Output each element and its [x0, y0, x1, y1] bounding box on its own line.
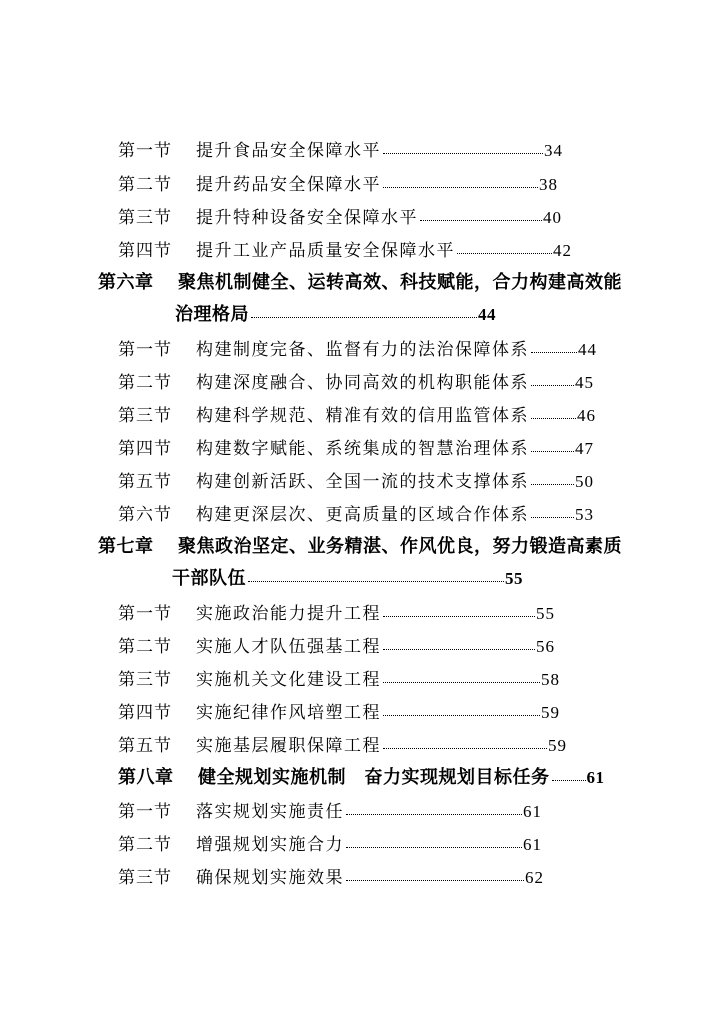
toc-entry[interactable] — [118, 401, 596, 426]
toc-entry[interactable] — [118, 698, 560, 723]
dot-leader — [531, 517, 574, 518]
page-number: 40 — [543, 208, 562, 227]
section-title: 构建创新活跃、全国一流的技术支撑体系 — [196, 472, 529, 492]
page-number: 53 — [575, 505, 594, 524]
dot-leader — [531, 352, 577, 353]
page-number: 61 — [523, 802, 542, 821]
toc-entry[interactable] — [118, 599, 555, 624]
dot-leader — [552, 780, 586, 781]
toc-entry[interactable] — [118, 136, 563, 161]
page-number: 61 — [523, 835, 542, 854]
section-number: 第三节 — [118, 868, 172, 888]
page-number: 55 — [536, 604, 555, 623]
section-number: 第一节 — [118, 141, 172, 161]
dot-leader — [531, 484, 574, 485]
section-number: 第二节 — [118, 373, 172, 393]
toc-entry[interactable] — [118, 203, 562, 228]
chapter-number: 第七章 — [98, 536, 154, 557]
chapter-number: 第八章 — [118, 767, 174, 788]
section-number: 第二节 — [118, 637, 172, 657]
page-number: 38 — [539, 175, 558, 194]
section-number: 第三节 — [118, 670, 172, 690]
toc-entry[interactable] — [118, 467, 594, 492]
dot-leader — [248, 581, 504, 582]
chapter-title: 健全规划实施机制 奋力实现规划目标任务 — [198, 767, 550, 788]
section-number: 第四节 — [118, 241, 172, 261]
page-number: 34 — [544, 141, 563, 160]
section-title: 提升食品安全保障水平 — [196, 141, 381, 161]
toc-entry[interactable] — [118, 665, 560, 690]
toc-entry[interactable] — [118, 797, 542, 822]
section-title: 增强规划实施合力 — [196, 835, 344, 855]
page-number: 56 — [536, 637, 555, 656]
section-title: 提升工业产品质量安全保障水平 — [196, 241, 455, 261]
chapter-title: 聚焦机制健全、运转高效、科技赋能，合力构建高效能 — [178, 272, 622, 293]
dot-leader — [531, 418, 576, 419]
dot-leader — [457, 253, 552, 254]
section-title: 落实规划实施责任 — [196, 802, 344, 822]
section-title: 构建科学规范、精准有效的信用监管体系 — [196, 406, 529, 426]
page-number: 62 — [525, 868, 544, 887]
section-number: 第五节 — [118, 736, 172, 756]
section-number: 第四节 — [118, 703, 172, 723]
dot-leader — [531, 451, 574, 452]
dot-leader — [383, 715, 540, 716]
toc-entry[interactable] — [118, 434, 594, 459]
toc-entry[interactable] — [118, 632, 555, 657]
page-number: 61 — [586, 768, 605, 787]
page-number: 58 — [541, 670, 560, 689]
section-title: 实施政治能力提升工程 — [196, 604, 381, 624]
section-number: 第一节 — [118, 802, 172, 822]
page-number: 59 — [541, 703, 560, 722]
toc-entry[interactable] — [118, 830, 542, 855]
section-number: 第一节 — [118, 340, 172, 360]
section-title: 构建深度融合、协同高效的机构职能体系 — [196, 373, 529, 393]
toc-entry[interactable] — [118, 236, 572, 261]
page-number: 55 — [505, 569, 523, 588]
page-number: 45 — [575, 373, 594, 392]
page-number: 44 — [578, 340, 597, 359]
dot-leader — [346, 880, 524, 881]
section-number: 第二节 — [118, 175, 172, 195]
section-title: 实施机关文化建设工程 — [196, 670, 381, 690]
chapter-number: 第六章 — [98, 272, 154, 293]
toc-chapter-continued[interactable] — [172, 564, 523, 590]
page-number: 46 — [577, 406, 596, 425]
page-number: 47 — [575, 439, 594, 458]
dot-leader — [420, 220, 542, 221]
section-title: 实施纪律作风培塑工程 — [196, 703, 381, 723]
section-number: 第四节 — [118, 439, 172, 459]
section-title: 提升药品安全保障水平 — [196, 175, 381, 195]
section-number: 第五节 — [118, 472, 172, 492]
section-title: 实施人才队伍强基工程 — [196, 637, 381, 657]
page-number: 59 — [548, 736, 567, 755]
dot-leader — [531, 385, 574, 386]
section-number: 第二节 — [118, 835, 172, 855]
page-number: 50 — [575, 472, 594, 491]
dot-leader — [251, 317, 477, 318]
toc-entry[interactable] — [118, 170, 558, 195]
toc-entry[interactable] — [118, 335, 597, 360]
dot-leader — [383, 649, 535, 650]
section-number: 第六节 — [118, 505, 172, 525]
toc-chapter-continued[interactable] — [175, 300, 496, 326]
chapter-title-continued: 治理格局 — [175, 304, 249, 325]
dot-leader — [383, 682, 540, 683]
dot-leader — [346, 847, 522, 848]
toc-entry[interactable] — [118, 368, 594, 393]
page-number: 42 — [553, 241, 572, 260]
dot-leader — [383, 187, 538, 188]
page-number: 44 — [478, 305, 496, 324]
toc-entry[interactable] — [118, 731, 567, 756]
toc-chapter[interactable] — [98, 532, 622, 558]
section-title: 构建数字赋能、系统集成的智慧治理体系 — [196, 439, 529, 459]
dot-leader — [383, 748, 547, 749]
section-title: 确保规划实施效果 — [196, 868, 344, 888]
dot-leader — [383, 616, 535, 617]
toc-chapter[interactable] — [98, 268, 622, 294]
toc-chapter[interactable] — [118, 763, 605, 789]
section-number: 第一节 — [118, 604, 172, 624]
section-title: 提升特种设备安全保障水平 — [196, 208, 418, 228]
toc-entry[interactable] — [118, 500, 594, 525]
section-title: 实施基层履职保障工程 — [196, 736, 381, 756]
section-title: 构建制度完备、监督有力的法治保障体系 — [196, 340, 529, 360]
chapter-title: 聚焦政治坚定、业务精湛、作风优良，努力锻造高素质 — [178, 536, 622, 557]
chapter-title-continued: 干部队伍 — [172, 568, 246, 589]
section-number: 第三节 — [118, 406, 172, 426]
section-number: 第三节 — [118, 208, 172, 228]
dot-leader — [346, 814, 522, 815]
toc-entry[interactable] — [118, 863, 544, 888]
dot-leader — [383, 153, 543, 154]
section-title: 构建更深层次、更高质量的区域合作体系 — [196, 505, 529, 525]
